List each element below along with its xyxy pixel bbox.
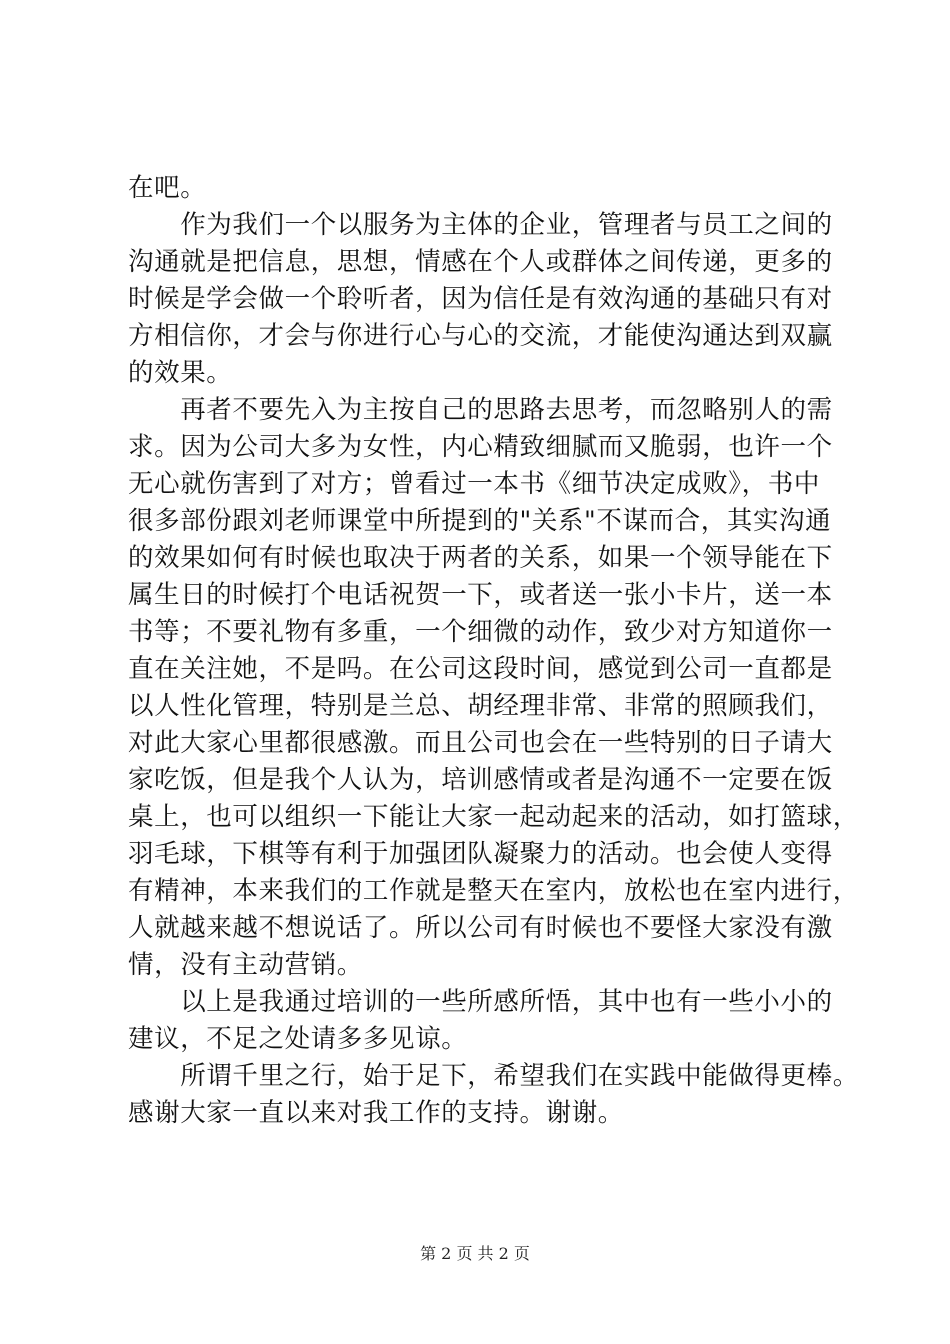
text-line: 无心就伤害到了对方；曾看过一本书《细节决定成败》，书中 — [128, 469, 820, 499]
text-line: 情，没有主动营销。 — [128, 950, 363, 980]
text-line: 羽毛球，下棋等有利于加强团队凝聚力的活动。也会使人变得 — [128, 839, 833, 869]
text-line: 再者不要先入为主按自己的思路去思考，而忽略别人的需 — [128, 395, 833, 425]
text-line: 在吧。 — [128, 173, 207, 203]
text-line: 的效果如何有时候也取决于两者的关系，如果一个领导能在下 — [128, 543, 833, 573]
text-line: 人就越来越不想说话了。所以公司有时候也不要怪大家没有激 — [128, 913, 833, 943]
text-line: 沟通就是把信息，思想，情感在个人或群体之间传递，更多的 — [128, 247, 833, 277]
text-line: 直在关注她，不是吗。在公司这段时间，感觉到公司一直都是 — [128, 654, 833, 684]
text-line: 的效果。 — [128, 358, 233, 388]
text-line: 方相信你，才会与你进行心与心的交流，才能使沟通达到双赢 — [128, 321, 833, 351]
text-line: 时候是学会做一个聆听者，因为信任是有效沟通的基础只有对 — [128, 284, 833, 314]
text-line: 感谢大家一直以来对我工作的支持。谢谢。 — [128, 1098, 624, 1128]
text-line: 属生日的时候打个电话祝贺一下，或者送一张小卡片，送一本 — [128, 580, 833, 610]
text-line: 桌上，也可以组织一下能让大家一起动起来的活动，如打篮球， — [128, 802, 859, 832]
body-text — [128, 170, 859, 1132]
text-line: 以上是我通过培训的一些所感所悟，其中也有一些小小的 — [128, 987, 833, 1017]
text-line: 有精神，本来我们的工作就是整天在室内，放松也在室内进行， — [128, 876, 859, 906]
text-line: 作为我们一个以服务为主体的企业，管理者与员工之间的 — [128, 210, 833, 240]
page-number-footer: 第 2 页 共 2 页 — [420, 1244, 530, 1263]
text-line: 所谓千里之行，始于足下，希望我们在实践中能做得更棒。 — [128, 1061, 859, 1091]
text-line: 家吃饭，但是我个人认为，培训感情或者是沟通不一定要在饭 — [128, 765, 833, 795]
text-line: 对此大家心里都很感激。而且公司也会在一些特别的日子请大 — [128, 728, 833, 758]
text-line: 书等；不要礼物有多重，一个细微的动作，致少对方知道你一 — [128, 617, 833, 647]
text-line: 以人性化管理，特别是兰总、胡经理非常、非常的照顾我们， — [128, 691, 833, 721]
text-line: 求。因为公司大多为女性，内心精致细腻而又脆弱，也许一个 — [128, 432, 833, 462]
text-line: 很多部份跟刘老师课堂中所提到的"关系"不谋而合，其实沟通 — [128, 506, 832, 536]
text-line: 建议，不足之处请多多见谅。 — [128, 1024, 468, 1054]
